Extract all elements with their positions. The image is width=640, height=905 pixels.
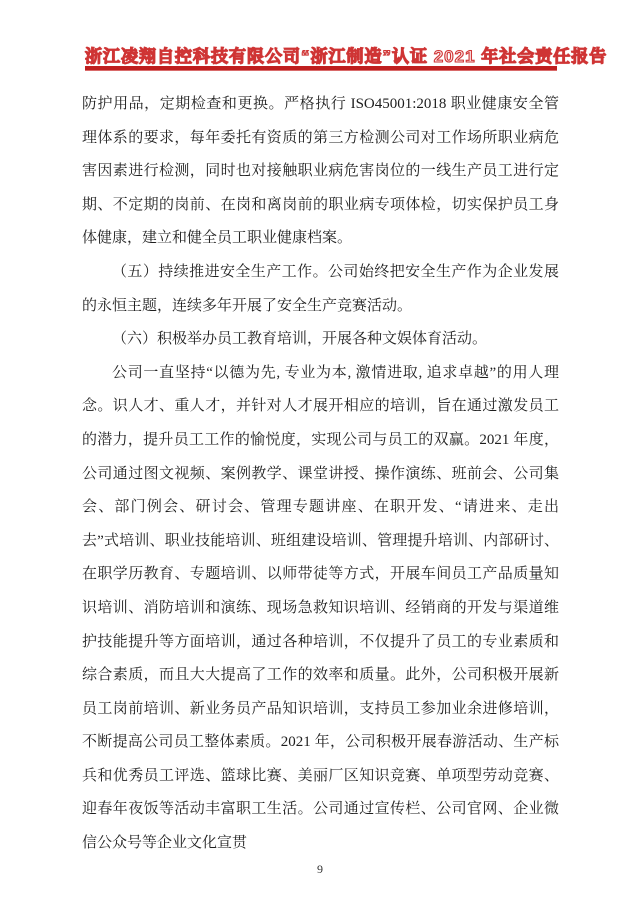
page-header xyxy=(85,42,608,67)
page-footer xyxy=(0,862,640,877)
header-rule-divider xyxy=(85,66,557,71)
header-report-title: “浙江制造”认证 2021 年社会责任报告 xyxy=(301,47,608,66)
document-body xyxy=(82,88,559,861)
paragraph-training-activities: 公司一直坚持“以德为先, 专业为本, 激情进取, 追求卓越”的用人理念。识人才、重人才，并针对人才展开相应的培训，旨在通过激发员工的潜力，提升员工工作的愉悦度，实现公司与员工的双赢。2021 年度，公司通过图文视频、案例教学、课堂讲授、操作演练、班前会、公司集会、部门例会、研讨会、管理专题讲座、在职开发、“请进来、走出去”式培训、职业技能培训、班组建设培训、管理提升培训、内部研讨、在职学历教育、专题培训、以师带徒等方式，开展车间员工产品质量知识培训、消防培训和演练、现场急救知识培训、经销商的开发与渠道维护技能提升等方面培训，通过各种培训，不仅提升了员工的专业素质和综合素质，而且大大提高了工作的效率和质量。此外，公司积极开展新员工岗前培训、新业务员产品知识培训，支持员工参加业余进修培训，不断提高公司员工整体素质。2021 年，公司积极开展春游活动、生产标兵和优秀员工评选、篮球比赛、美丽厂区知识竞赛、单项型劳动竞赛、迎春年夜饭等活动丰富职工生活。公司通过宣传栏、公司官网、企业微信公众号等企业文化宣贯 xyxy=(82,364,559,852)
paragraph-item-6: （六）积极举办员工教育培训，开展各种文娱体育活动。 xyxy=(112,331,488,348)
paragraph-item-5: （五）持续推进安全生产工作。公司始终把安全生产作为企业发展的永恒主题，连续多年开展了安全生产竞赛活动。 xyxy=(82,263,559,314)
paragraph-continuation: 防护用品，定期检查和更换。严格执行 ISO45001:2018 职业健康安全管理体系的要求，每年委托有资质的第三方检测公司对工作场所职业病危害因素进行检测，同时也对接触职业病危害岗位的一线生产员工进行定期、不定期的岗前、在岗和离岗前的职业病专项体检，切实保护员工身体健康，建立和健全员工职业健康档案。 xyxy=(82,96,559,247)
page-number: 9 xyxy=(317,862,323,876)
header-company-name: 浙江凌翔自控科技有限公司 xyxy=(85,47,301,66)
